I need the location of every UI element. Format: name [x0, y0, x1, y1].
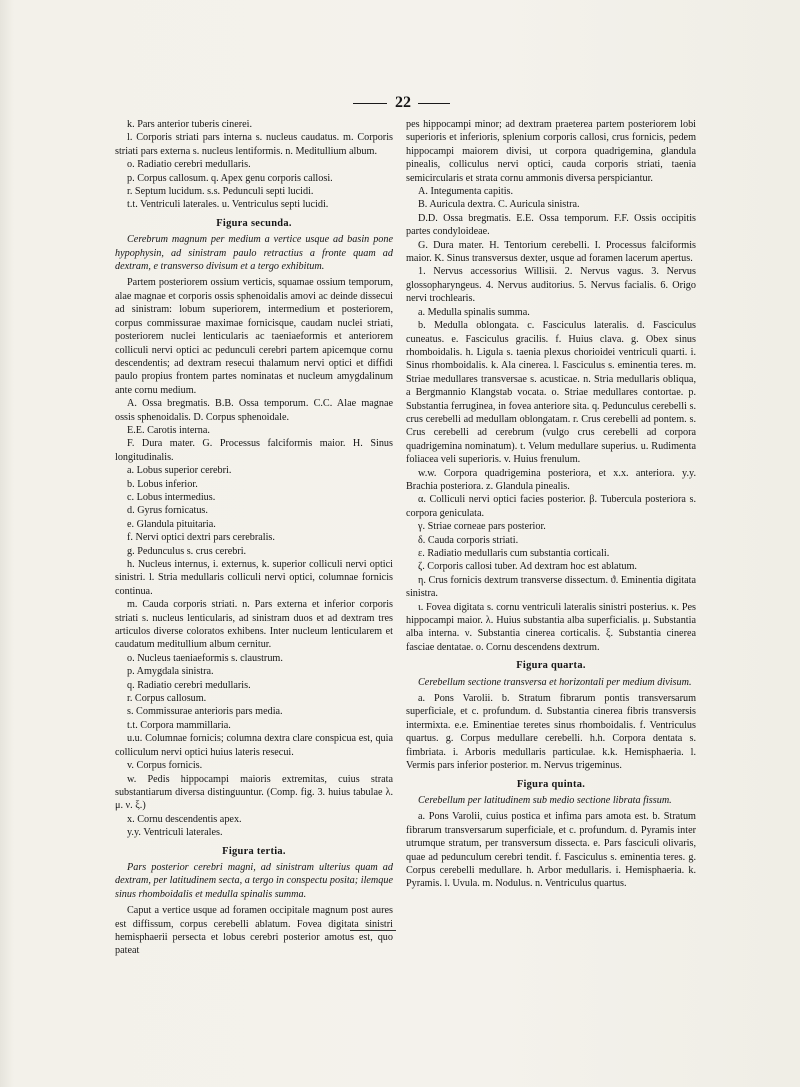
paragraph: α. Colliculi nervi optici facies posterior. β. Tubercula posteriora s. corpora geniculata.: [406, 494, 696, 519]
paragraph: t.t. Ventriculi laterales. u. Ventriculus septi lucidi.: [127, 199, 329, 211]
paragraph: v. Corpus fornicis.: [127, 760, 203, 772]
paragraph: Caput a vertice usque ad foramen occipitale magnum post aures est diffissum, corpus cerebelli ablatum. Fovea digitata sinistri hemisphaerii persecta et lobus cerebri posterior amotus est, quo pateat: [115, 905, 393, 957]
paragraph: ε. Radiatio medullaris cum substantia corticali.: [418, 548, 610, 559]
paragraph: A. Integumenta capitis.: [418, 186, 514, 198]
paragraph: h. Nucleus internus, i. externus, k. superior colliculi nervi optici sinistri. l. Stria medullaris colliculi nervi optici, columnae fornicis continua.: [115, 559, 393, 597]
paragraph: g. Pedunculus s. crus cerebri.: [127, 545, 247, 557]
figure-caption: Cerebellum sectione transversa et horizontali per medium divisum.: [418, 676, 692, 688]
paragraph: r. Septum lucidum. s.s. Pedunculi septi lucidi.: [127, 186, 314, 198]
figure-caption: Cerebrum magnum per medium a vertice usque ad basin pone hypophysin, ad sinistram paulo retractius a fronte quam ad dextram, e transverso divisum et a tergo exhibitum.: [115, 234, 393, 273]
paragraph: r. Corpus callosum.: [127, 693, 207, 705]
paragraph: c. Lobus intermedius.: [127, 491, 216, 503]
paragraph: o. Radiatio cerebri medullaris.: [127, 159, 251, 171]
paragraph: η. Crus fornicis dextrum transverse dissectum. ϑ. Eminentia digitata sinistra.: [406, 574, 696, 600]
paragraph: A. Ossa bregmatis. B.B. Ossa temporum. C.C. Alae magnae ossis sphenoidalis. D. Corpus sphenoidale.: [115, 398, 393, 423]
paragraph: pes hippocampi minor; ad dextram praeterea partem posteriorem lobi superioris et inferioris, splenium corporis callosi, crus fornicis, pedem hippocampi maiorem divisi, ut corpora quadrigemina, glandula pinealis, colliculus nervi optici, cauda corporis striati, taenia semicircularis et strata cornu ammonis diversa perspiciantur.: [406, 119, 696, 184]
paragraph: b. Medulla oblongata. c. Fasciculus lateralis. d. Fasciculus cuneatus. e. Fasciculus gracilis. f. Huius clava. g. Obex sinus rhomboidalis. h. Ligula s. taenia plexus chorioidei ventriculi quarti. i. Sinus rhomboidalis. k. Ala cinerea. l. Fasciculus s. eminentia teres. m. Striae medullares transversae s. acusticae. n. Stria medullaris obliqua, a Bergmannio Klangstab vocata. o. Striae medullares contortae. p. Substantia ferruginea, in fovea anteriore sita. q. Pedunculus cerebelli s. crus cerebelli ad medullam oblongatam. r. Crus cerebelli ad pontem. s. Crus cerebelli ad cerebrum (vulgo crus cerebelli ad corpora quadrigemina nominatum). t. Velum medullare superius. u. Rudimenta foliacea veli superioris. v. Huius frenulum.: [406, 320, 696, 466]
paragraph: p. Corpus callosum. q. Apex genu corporis callosi.: [127, 172, 333, 184]
paragraph: d. Gyrus fornicatus.: [127, 505, 208, 517]
paragraph: l. Corporis striati pars interna s. nucleus caudatus. m. Corporis striati pars externa s. nucleus lentiformis. n. Meditullium album.: [115, 132, 393, 157]
figure-heading: Figura secunda.: [216, 217, 292, 229]
paragraph: a. Pons Varolii. b. Stratum fibrarum pontis transversarum superficiale, et c. profundum. d. Substantia cinerea fibris transversis intermixta. e.e. Eminentiae teretes sinus rhomboidalis. f. Ventriculus quartus. g. Corpus medullare cerebelli. h.h. Corpora dentata s. fimbriata. i. Arboris medullaris particulae. k.k. Hemisphaeria. l. Vermis pars inferior posterior. m. Nervus trigeminus.: [406, 693, 696, 772]
figure-caption: Cerebellum per latitudinem sub medio sectione librata fissum.: [418, 794, 672, 806]
paragraph: e. Glandula pituitaria.: [127, 518, 216, 530]
paragraph: q. Radiatio cerebri medullaris.: [127, 679, 251, 691]
paragraph: γ. Striae corneae pars posterior.: [418, 521, 546, 533]
figure-heading: Figura quinta.: [516, 778, 586, 790]
paragraph: 1. Nervus accessorius Willisii. 2. Nervus vagus. 3. Nervus glossopharyngeus. 4. Nervus auditorius. 5. Nervus facialis. 6. Origo nervi trochlearis.: [406, 266, 696, 305]
paragraph: D.D. Ossa bregmatis. E.E. Ossa temporum. F.F. Ossis occipitis partes condyloideae.: [406, 212, 696, 238]
paragraph: a. Pons Varolii, cuius postica et infima pars amota est. b. Stratum fibrarum transversarum superficiale, et c. profundum. d. Pyramis inter utrumque stratum, per transversum dissecta. e. Pars fasciculi olivaris, quae ad pedunculum cerebri tendit. f. Fasciculus s. eminentia teres. g. Corpus cerebelli medullare. h. Arbor medullaris. i. Hemisphaeria. k. Pyramis. l. Uvula. m. Nodulus. n. Ventriculus quartus.: [406, 811, 696, 890]
right-column: [406, 118, 696, 891]
figure-heading: Figura tertia.: [222, 845, 286, 857]
paragraph: b. Lobus inferior.: [127, 478, 198, 490]
paragraph: δ. Cauda corporis striati.: [418, 534, 519, 546]
column-end-rule: [350, 930, 396, 931]
paragraph: y.y. Ventriculi laterales.: [127, 827, 223, 839]
paragraph: a. Medulla spinalis summa.: [418, 306, 530, 318]
page-header: [0, 93, 800, 115]
paragraph: t.t. Corpora mammillaria.: [127, 719, 231, 731]
left-column: [115, 118, 393, 958]
paragraph: x. Cornu descendentis apex.: [127, 813, 242, 825]
paragraph: u.u. Columnae fornicis; columna dextra clare conspicua est, quia colliculum nervi optici huius lateris resecui.: [115, 733, 393, 758]
paragraph: G. Dura mater. H. Tentorium cerebelli. I. Processus falciformis maior. K. Sinus transversus dexter, usque ad foramen lacerum apertus.: [406, 239, 696, 265]
paragraph: w. Pedis hippocampi maioris extremitas, cuius strata substantiarum diversa distinguuntur. (Comp. fig. 3. huius tabulae λ. μ. ν. ξ.): [115, 773, 393, 812]
paragraph: ι. Fovea digitata s. cornu ventriculi lateralis sinistri posterius. κ. Pes hippocampi maior. λ. Huius substantia alba superficialis. μ. Substantia alba interna. ν. Substantia cinerea corticalis. ξ. Substantia cinerea fasciae dentatae. ο. Cornu descendens dextrum.: [406, 601, 696, 653]
figure-caption: Pars posterior cerebri magni, ad sinistram ulterius quam ad dextram, per latitudinem secta, a tergo in conspectu posita; ilemque sinus rhomboidalis et medulla spinalis summa.: [115, 861, 393, 900]
paragraph: F. Dura mater. G. Processus falciformis maior. H. Sinus longitudinalis.: [115, 438, 393, 463]
paragraph: s. Commissurae anterioris pars media.: [127, 706, 283, 718]
paragraph: B. Auricula dextra. C. Auricula sinistra.: [418, 199, 580, 211]
paragraph: ζ. Corporis callosi tuber. Ad dextram hoc est ablatum.: [418, 561, 637, 573]
paragraph: f. Nervi optici dextri pars cerebralis.: [127, 532, 275, 544]
page-number: 22: [395, 94, 411, 111]
header-rule-right: [418, 103, 450, 104]
paragraph: p. Amygdala sinistra.: [127, 666, 214, 678]
paragraph: o. Nucleus taeniaeformis s. claustrum.: [127, 652, 283, 664]
paragraph: m. Cauda corporis striati. n. Pars externa et inferior corporis striati s. nucleus lenticularis, ad sinistram duos et ad dextram tres articulos diverse coloratos exhibens. Inter nucleum lenticularem et caudatum meditullium album cernitur.: [115, 599, 393, 651]
paragraph: E.E. Carotis interna.: [127, 424, 210, 436]
paragraph: k. Pars anterior tuberis cinerei.: [127, 119, 253, 130]
paragraph: w.w. Corpora quadrigemina posteriora, et x.x. anteriora. y.y. Brachia posteriora. z. Glandula pinealis.: [406, 467, 696, 492]
paragraph: Partem posteriorem ossium verticis, squamae ossium temporum, alae magnae et corporis ossis sphenoidalis amovi ac deinde dissecui ad sinistram: lobum superiorem, intermedium et posteriorem, corpus commissurae maximae fornicisque, caudam nuclei striati, posteriorem nuclei lenticularis ac taeniaeformis et anteriorem colliculi nervi optici ac pedunculi cerebri partem apicemque cornu descendentis; ad dextram resecui thalamum nervi optici et diffidi paulo propius frontem partes nominatas et nucleum amygdalinum ante cornu medium.: [115, 277, 393, 396]
header-rule-left: [353, 103, 387, 104]
figure-heading: Figura quarta.: [516, 660, 586, 672]
paragraph: a. Lobus superior cerebri.: [127, 465, 232, 477]
